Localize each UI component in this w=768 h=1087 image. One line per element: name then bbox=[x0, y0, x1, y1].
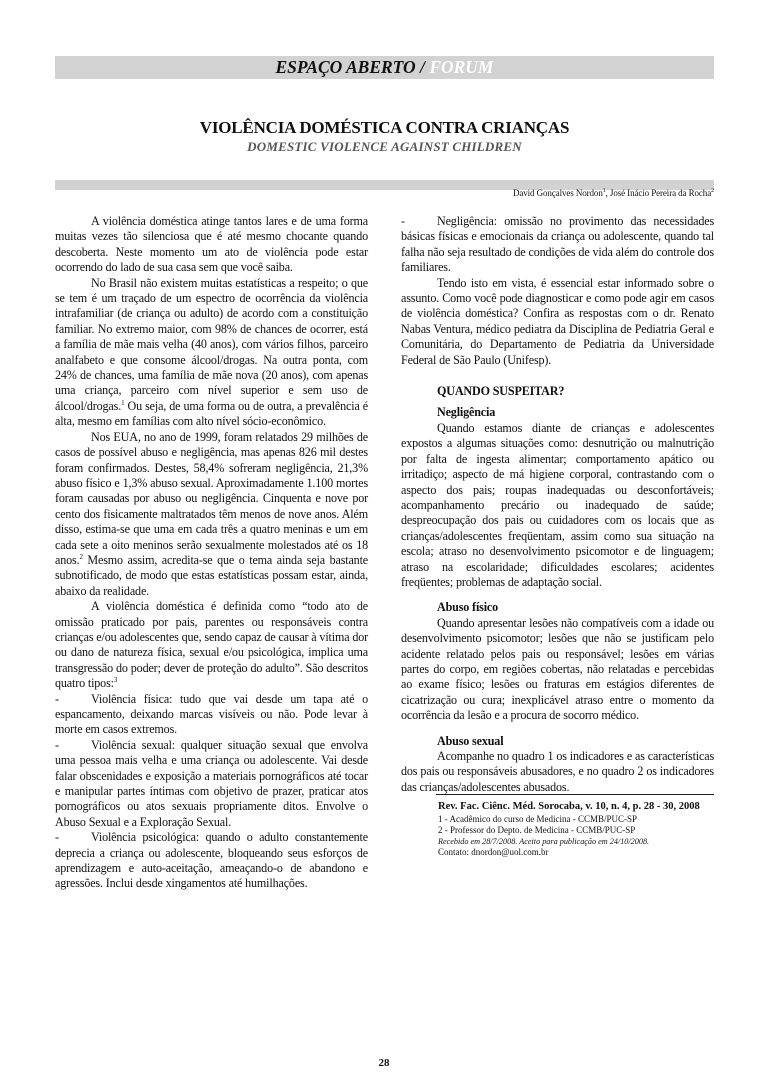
page-number: 28 bbox=[378, 1057, 390, 1069]
subheading-abuso-sexual: Abuso sexual bbox=[437, 733, 504, 748]
citation-3: 3 bbox=[113, 676, 118, 685]
right-column bbox=[401, 214, 714, 795]
article-subtitle: DOMESTIC VIOLENCE AGAINST CHILDREN bbox=[247, 139, 522, 154]
citation-2: 2 bbox=[79, 552, 83, 561]
paragraph-negligencia: Quando estamos diante de crianças e adolescentes expostos a algumas situações como: desnutrição ou malnutrição por falta de ingesta alimentar; comportamento apático ou irritadiço; aspecto de má higiene corporal, contrastando com o aspecto dos pais; roupas inadequadas ou desconfortáveis; acompanhamento precário ou inadequado de saúde; despreocupação dos pais ou cuidadores com os locais que as crianças/adolescentes freqüentam, assim como sua situação na escola; atraso no desenvolvimento psicomotor e de linguagem; atraso na escolaridade; dificuldades escolares; acidentes freqüentes; problemas de adaptação social. bbox=[401, 420, 714, 589]
paragraph-contexto: Tendo isto em vista, é essencial estar informado sobre o assunto. Como você pode diagnosticar e como pode agir em casos de violência doméstica? Confira as respostas com o dr. Renato Nabas Ventura, médico pediatra da Disciplina de Pediatria Geral e Comunitária, do Departamento de Pediatria da Universidade Federal de São Paulo (Unifesp). bbox=[401, 275, 714, 367]
authors bbox=[513, 188, 714, 198]
author-2-sup: 2 bbox=[711, 188, 714, 194]
paragraph-brasil: No Brasil não existem muitas estatísticas a respeito; o que se tem é um traçado de um espectro de ocorrência da violência intrafamiliar (de criança ou adulto) de acordo com a constituição familiar. No extremo maior, com 98% de chances de ocorrer, está a família de mãe mais velha (40 anos), com vários filhos, parceiro analfabeto e que consome álcool/drogas. Na outra ponta, com 24% de chances, uma família de mãe nova (20 anos), com apenas uma criança, parceiro com nível superior e sem uso de álcool/drogas.$^1$ Ou seja, de uma forma ou de outra, a prevalência é alta, mesmo em famílias com alto nível sócio-econômico. bbox=[55, 275, 368, 429]
citation-1: 1 bbox=[121, 398, 125, 407]
list-item-negligencia: - Negligência: omissão no provimento das necessidades básicas físicas e emocionais da criança ou adolescente, quando tal falha não seja resultado de condições de vida além do controle dos familiares. bbox=[401, 214, 714, 275]
left-column bbox=[55, 214, 368, 892]
section-heading: QUANDO SUSPEITAR? bbox=[437, 384, 565, 399]
list-item-violencia-psicologica: - Violência psicológica: quando o adulto constantemente deprecia a criança ou adolescente, bloqueando seus esforços de aprendizagem e auto-aceitação, ameaçando-o de abandono e agressões. Inclui desde xingamentos até humilhações. bbox=[55, 830, 368, 891]
author-2: , José Inácio Pereira da Rocha bbox=[605, 188, 712, 198]
author-1: David Gonçalves Nordon bbox=[512, 188, 603, 198]
paragraph-abuso-sexual: Acompanhe no quadro 1 os indicadores e as características dos pais ou responsáveis abusadores, e no quadro 2 os indicadores das crianças/adolescentes abusados. bbox=[401, 749, 714, 794]
subheading-abuso-fisico: Abuso físico bbox=[437, 600, 499, 615]
author-1-sup: 1 bbox=[602, 188, 606, 194]
paragraph-eua: Nos EUA, no ano de 1999, foram relatados 29 milhões de casos de possível abuso e negligência, mas apenas 826 mil destes foram confirmados. Destes, 58,4% sofreram negligência, 21,3% abuso físico e 1,3% abuso sexual. Aproximadamente 1.100 mortes foram causadas por abuso ou negligência. Cinquenta e nove por cento dos fisicamente maltratados têm menos de nove anos. Além disso, estima-se que uma em cada três a quatro meninas e um em cada sete a oito meninos serão sexualmente molestados até os 18 anos.$^2$ Mesmo assim, acredita-se que o tema ainda seja bastante subnotificado, de modo que estas estatísticas possam estar, ainda, abaixo da realidade. bbox=[55, 429, 368, 598]
banner-espaco-aberto: ESPAÇO ABERTO / bbox=[275, 57, 430, 77]
contact-email: Contato: dnordon@uol.com.br bbox=[438, 847, 549, 857]
list-item-violencia-fisica: - Violência física: tudo que vai desde um tapa até o espancamento, deixando marcas visíveis ou não. Pode levar à morte em casos extremos. bbox=[55, 691, 368, 737]
subheading-negligencia: Negligência bbox=[437, 405, 496, 420]
received-date: Recebido em 28/7/2008. Aceito para publicação em 24/10/2008. bbox=[438, 837, 650, 846]
reference-block bbox=[436, 794, 714, 858]
article-title: VIOLÊNCIA DOMÉSTICA CONTRA CRIANÇAS bbox=[199, 118, 570, 137]
paragraph-definicao: A violência doméstica é definida como “todo ato de omissão praticado por pais, parentes ou responsáveis contra crianças e/ou adolescentes que, sendo capaz de causar à vítima dor ou dano de natureza física, sexual e/ou psicológica, implica uma transgressão do poder; dever de proteção do adulto”. São descritos quatro tipos:$^3$ bbox=[55, 599, 368, 691]
journal-citation: Rev. Fac. Ciênc. Méd. Sorocaba, v. 10, n. 4, p. 28 - 30, 2008 bbox=[438, 801, 700, 812]
banner-forum: FORUM bbox=[429, 57, 494, 77]
list-item-violencia-sexual: - Violência sexual: qualquer situação sexual que envolva uma pessoa mais velha e uma criança ou adolescente. Vai desde falar obscenidades e exposição a materiais pornográficos até tocar e manipular partes íntimas com objetivo de prazer, praticar atos pornográficos ou atos sexuais propriamente ditos. Envolve o Abuso Sexual e a Exploração Sexual. bbox=[55, 737, 368, 829]
footnote-2: 2 - Professor do Depto. de Medicina - CCMB/PUC-SP bbox=[438, 825, 636, 835]
paragraph-intro: A violência doméstica atinge tantos lares e de uma forma muitas vezes tão silenciosa que é até mesmo chocante quando descoberta. Neste momento um ato de violência pode estar ocorrendo do lado de sua casa sem que você saiba. bbox=[55, 214, 368, 275]
section-banner bbox=[55, 56, 714, 79]
footnote-1: 1 - Acadêmico do curso de Medicina - CCMB/PUC-SP bbox=[438, 814, 637, 824]
paragraph-abuso-fisico: Quando apresentar lesões não compatíveis com a idade ou desenvolvimento psicomotor; lesões que não se justificam pelo acidente relatado pelos pais ou responsável; lesões em várias partes do corpo, em regiões cobertas, não relatadas e percebidas ao exame físico; lesões ou fraturas em estágios diferentes de cicatrização ou cura; inexplicável atraso entre o momento da ocorrência da lesão e a procura de socorro médico. bbox=[401, 615, 714, 723]
